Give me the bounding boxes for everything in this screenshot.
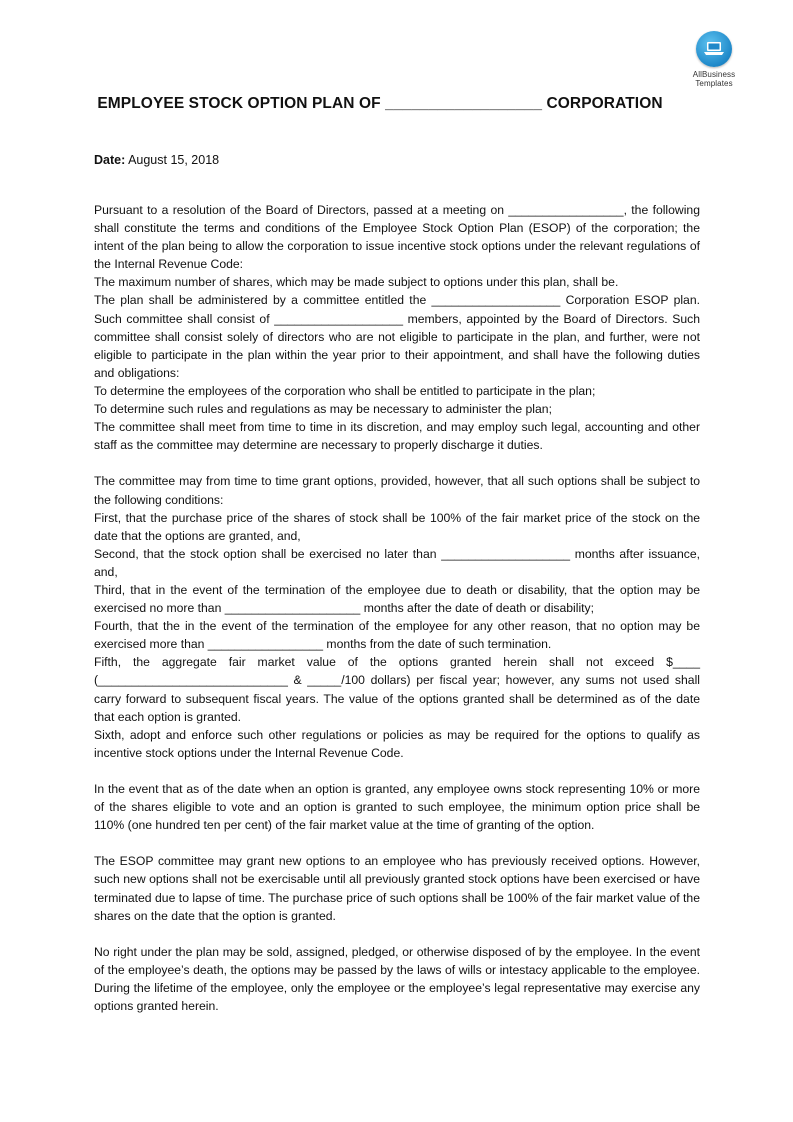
paragraph: In the event that as of the date when an option is granted, any employee owns stock representing 10% or more of the shares eligible to vote and an option is granted to such employee, the minimum option price shall be 110% (one hundred ten per cent) of the fair market value at the time of granting of the option. <box>94 782 700 833</box>
paragraph: The committee may from time to time grant options, provided, however, that all such options shall be subject to the following conditions: <box>94 474 700 507</box>
document-date <box>94 153 219 167</box>
paragraph: Sixth, adopt and enforce such other regulations or policies as may be required for the options to qualify as incentive stock options under the Internal Revenue Code. <box>94 727 700 760</box>
paragraph: First, that the purchase price of the shares of stock shall be 100% of the fair market price of the stock on the date that the options are granted, and, <box>94 510 700 543</box>
logo-line-1: AllBusiness <box>692 70 736 79</box>
logo-line-2: Templates <box>695 79 733 88</box>
paragraph-spacer <box>94 834 700 852</box>
laptop-icon <box>696 31 732 67</box>
date-label: Date: <box>94 153 126 167</box>
paragraph: The ESOP committee may grant new options to an employee who has previously received options. However, such new options shall not be exercisable until all previously granted stock options have been exercised or have terminated due to lapse of time. The purchase price of such options shall be 100% of the fair market value of the shares on the date that the option is granted. <box>94 854 700 923</box>
document-title: EMPLOYEE STOCK OPTION PLAN OF __________________ CORPORATION <box>97 95 663 112</box>
paragraph-spacer <box>94 762 700 780</box>
paragraph: Fourth, that the in the event of the termination of the employee for any other reason, that no option may be exercised more than _________________ months from the date of such termination. <box>94 619 700 652</box>
paragraph: To determine such rules and regulations as may be necessary to administer the plan; <box>94 402 552 417</box>
date-value: August 15, 2018 <box>128 153 220 167</box>
paragraph: Third, that in the event of the termination of the employee due to death or disability, that the option may be exercised no more than ____________________ months after the date of death or disability; <box>94 582 700 616</box>
paragraph: The plan shall be administered by a committee entitled the ___________________ Corporation ESOP plan. Such committee shall consist of ___________________ members, appointed by the Board of Directors. Such committee shall consist solely of directors who are not eligible to participate in the plan, and further, were not eligible to participate in the plan within the year prior to their appointment, and shall have the following duties and obligations: <box>94 293 700 380</box>
paragraph: The maximum number of shares, which may be made subject to options under this plan, shall be. <box>94 275 619 290</box>
paragraph: No right under the plan may be sold, assigned, pledged, or otherwise disposed of by the employee. In the event of the employee’s death, the options may be passed by the laws of wills or intestacy applicable to the employee. During the lifetime of the employee, only the employee or the employee’s legal representative may exercise any options granted herein. <box>94 944 700 1014</box>
paragraph: To determine the employees of the corporation who shall be entitled to participate in the plan; <box>94 383 596 398</box>
document-body <box>94 201 700 1015</box>
brand-logo[interactable] <box>688 31 740 88</box>
paragraph: Fifth, the aggregate fair market value of the options granted herein shall not exceed $____ (____________________________ & _____/100 dollars) per fiscal year; however, any sums not used shall carry forward to subsequent fiscal years. The value of the options granted shall be determined as of the date that each option is granted. <box>94 655 700 724</box>
logo-text <box>688 70 740 88</box>
paragraph: The committee shall meet from time to time in its discretion, and may employ such legal, accounting and other staff as the committee may determine are necessary to properly discharge it duties. <box>94 420 700 453</box>
paragraph: Pursuant to a resolution of the Board of Directors, passed at a meeting on _________________, the following shall constitute the terms and conditions of the Employee Stock Option Plan (ESOP) of the corporation; the intent of the plan being to allow the corporation to issue incentive stock options under the relevant regulations of the Internal Revenue Code: <box>94 203 700 272</box>
paragraph-spacer <box>94 454 700 472</box>
paragraph: Second, that the stock option shall be exercised no later than ___________________ months after issuance, and, <box>94 546 700 579</box>
paragraph-spacer <box>94 925 700 943</box>
